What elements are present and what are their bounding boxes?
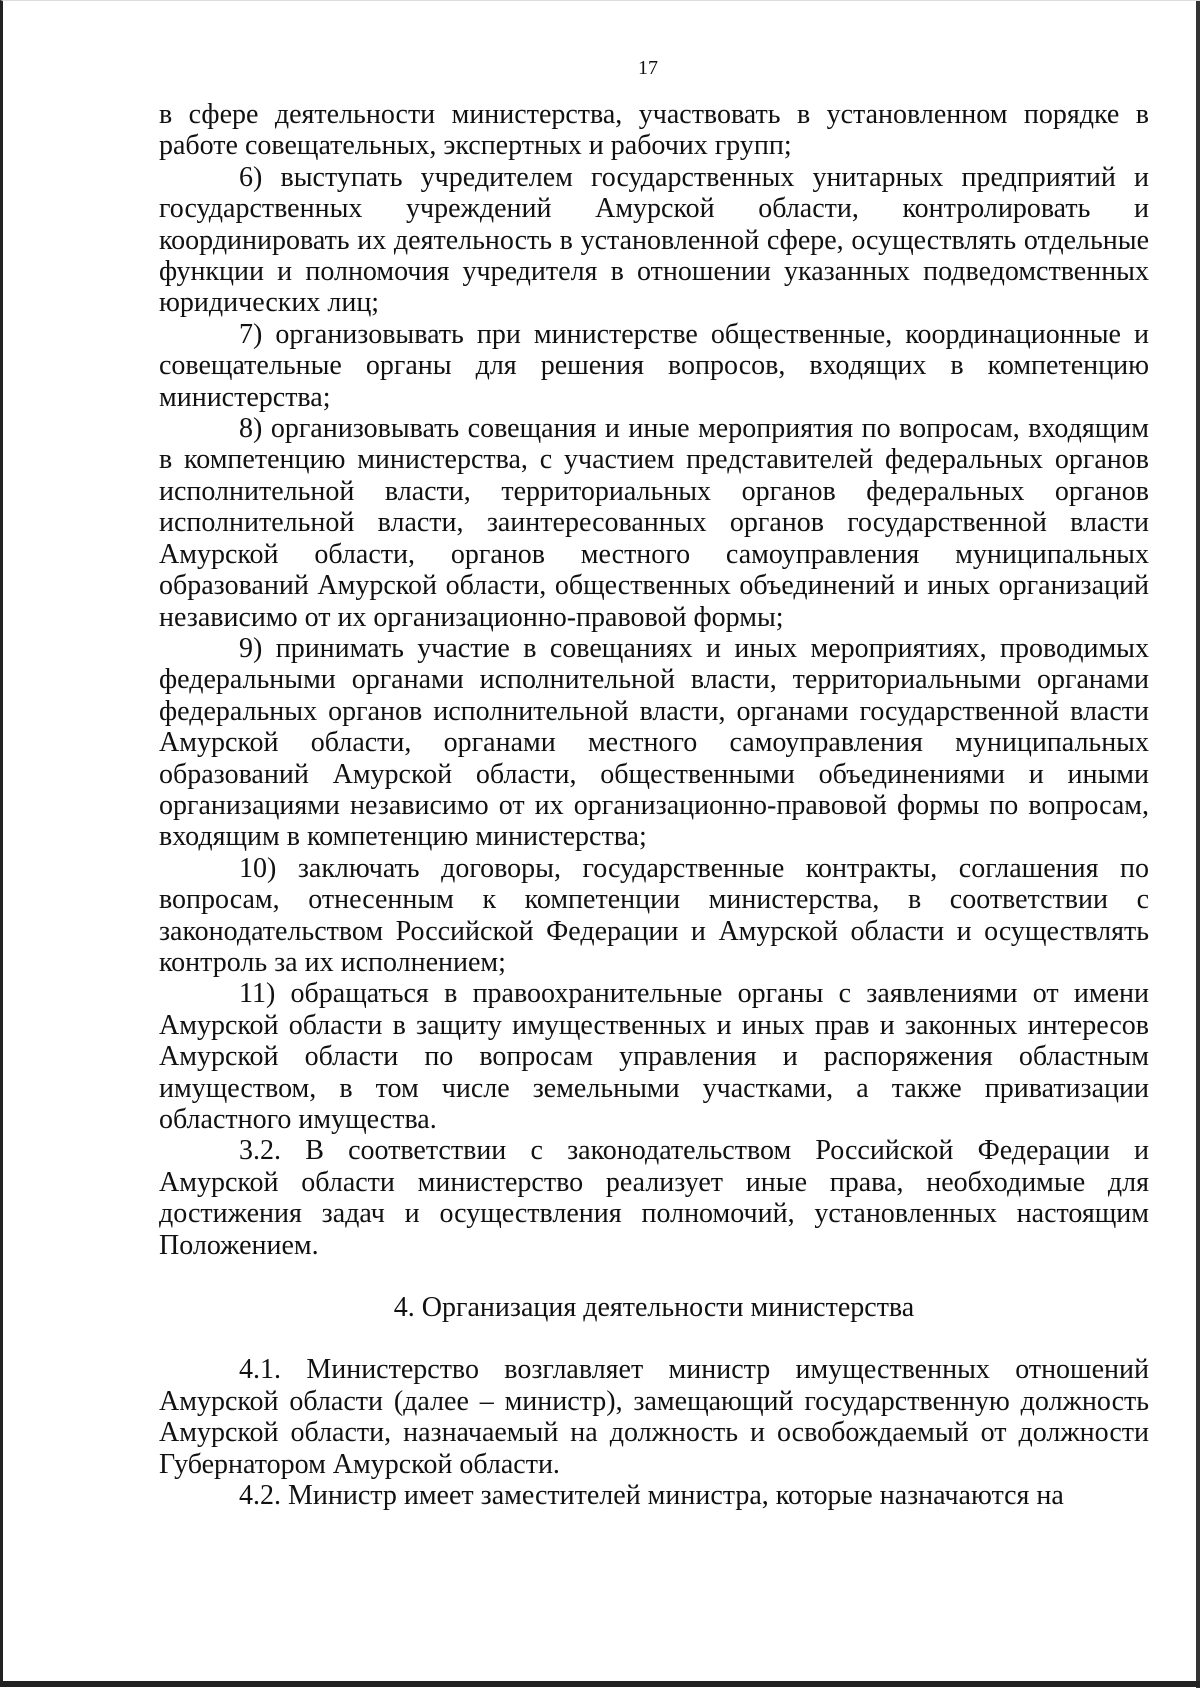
paragraph-3-2: 3.2. В соответствии с законодательством Российской Федерации и Амурской области министерство реализует иные права, необходимые для достижения задач и осуществления полномочий, установленных настоящим Положением.	[159, 1135, 1149, 1261]
page-number: 17	[638, 57, 658, 79]
section-heading: 4. Организация деятельности министерства	[393, 1292, 915, 1324]
paragraph-item-11: 11) обращаться в правоохранительные органы с заявлениями от имени Амурской области в защиту имущественных и иных прав и законных интересов Амурской области по вопросам управления и распоряжения областным имуществом, в том числе земельными участками, а также приватизации областного имущества.	[159, 978, 1149, 1135]
paragraph-item-6: 6) выступать учредителем государственных унитарных предприятий и государственных учреждений Амурской области, контролировать и координировать их деятельность в установленной сфере, осуществлять отдельные функции и полномочия учредителя в отношении указанных подведомственных юридических лиц;	[159, 161, 1149, 319]
paragraph-item-9: 9) принимать участие в совещаниях и иных мероприятиях, проводимых федеральными органами исполнительной власти, территориальными органами федеральных органов исполнительной власти, органами государственной власти Амурской области, органами местного самоуправления муниципальных образований Амурской области, общественными объединениями и иными организациями независимо от их организационно-правовой формы по вопросам, входящим в компетенцию министерства;	[159, 632, 1149, 853]
document-body	[159, 99, 1149, 1511]
paragraph-4-2: 4.2. Министр имеет заместителей министра, которые назначаются на	[239, 1480, 1064, 1512]
scan-edge-bottom	[3, 1681, 1200, 1687]
scan-edge-right	[1196, 1, 1200, 1688]
paragraph-item-7: 7) организовывать при министерстве общественные, координационные и совещательные органы для решения вопросов, входящих в компетенцию министерства;	[159, 318, 1149, 413]
paragraph-item-8: 8) организовывать совещания и иные мероприятия по вопросам, входящим в компетенцию министерства, с участием представителей федеральных органов исполнительной власти, территориальных органов федеральных органов исполнительной власти, заинтересованных органов государственной власти Амурской области, органов местного самоуправления муниципальных образований Амурской области, общественных объединений и иных организаций независимо от их организационно-правовой формы;	[159, 413, 1149, 633]
paragraph-4-1: 4.1. Министерство возглавляет министр имущественных отношений Амурской области (далее – министр), замещающий государственную должность Амурской области, назначаемый на должность и освобождаемый от должности Губернатором Амурской области.	[159, 1354, 1149, 1480]
paragraph-item-10: 10) заключать договоры, государственные контракты, соглашения по вопросам, отнесенным к компетенции министерства, в соответствии с законодательством Российской Федерации и Амурской области и осуществлять контроль за их исполнением;	[159, 852, 1149, 978]
paragraph-continuation: в сфере деятельности министерства, участвовать в установленном порядке в работе совещательных, экспертных и рабочих групп;	[159, 99, 1149, 162]
